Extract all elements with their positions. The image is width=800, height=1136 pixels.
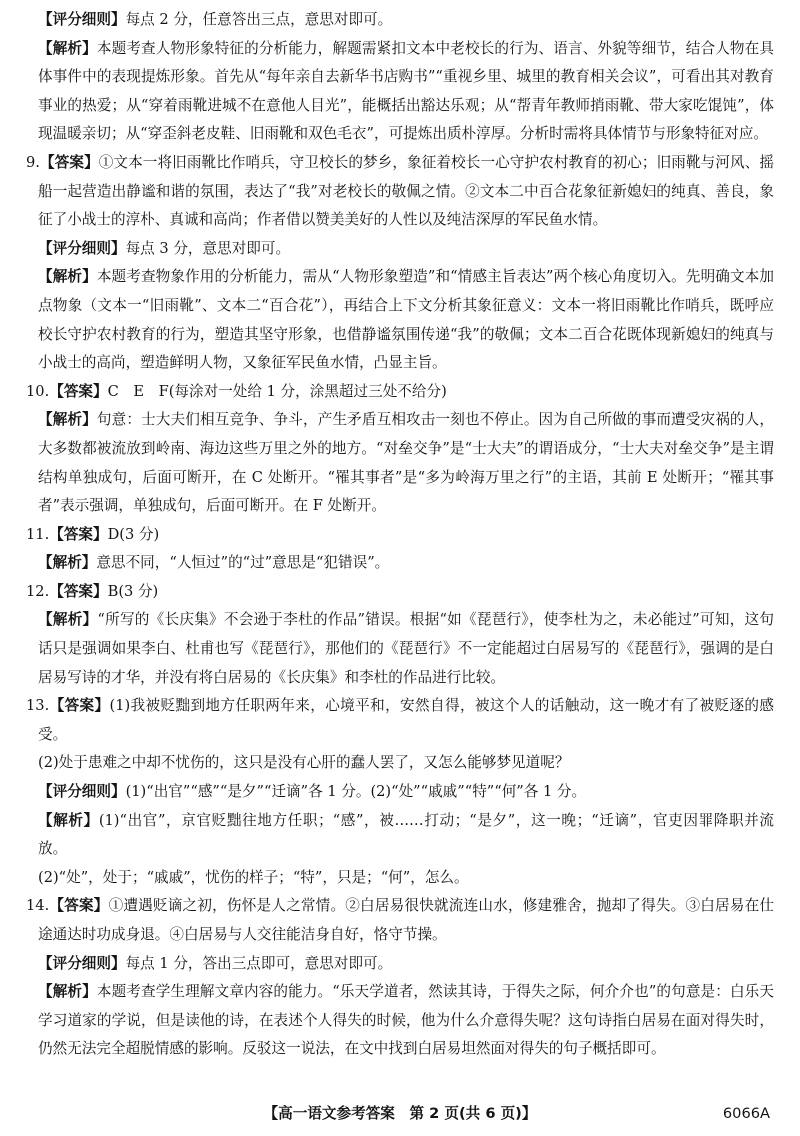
q13-analysis-part2: (2)“处”，处于；“戚戚”，忧伤的样子；“特”，只是；“何”，怎么。 <box>38 868 469 886</box>
q10-analysis <box>26 406 774 520</box>
analysis-tag: 【解析】 <box>38 554 97 572</box>
scoring-tag: 【评分细则】 <box>38 954 126 972</box>
q12-analysis <box>26 606 774 692</box>
answer-tag: 【答案】 <box>49 897 109 915</box>
scoring-text: 每点 2 分，任意答出三点，意思对即可。 <box>125 11 393 28</box>
page-footer-title: 【高一语文参考答案 第 2 页(共 6 页)】 <box>263 1105 537 1122</box>
analysis-tag: 【解析】 <box>38 811 99 829</box>
paper-code: 6066A <box>722 1105 770 1122</box>
analysis-text: 意思不同，“人恒过”的“过”意思是“犯错误”。 <box>96 554 390 572</box>
question-number: 12. <box>26 582 50 600</box>
scoring-tag: 【评分细则】 <box>38 783 126 801</box>
answer-text: ①遭遇贬谪之初，伤怀是人之常情。②白居易很快就流连山水，修建雅舍，抛却了得失。③白居易在仕途通达时功成身退。④白居易与人交往能洁身自好，恪守节操。 <box>38 897 774 943</box>
answer-text: B(3 分) <box>107 582 159 600</box>
q13-scoring <box>26 778 774 807</box>
q10-answer <box>26 378 774 407</box>
analysis-text: 本题考查物象作用的分析能力，需从“人物形象塑造”和“情感主旨表达”两个核心角度切入。先明确文本加点物象（文本一“旧雨靴”、文本二“百合花”），再结合上下文分析其象征意义：文本一将旧雨靴比作哨兵，既呼应校长守护农村教育的行为，塑造其坚守形象，也借静谧氛围传递“我”的敬佩；文本二百合花既体现新媳妇的纯真与小战士的高尚，塑造鲜明人物，又象征军民鱼水情，凸显主旨。 <box>38 268 774 372</box>
answer-text: ①文本一将旧雨靴比作哨兵，守卫校长的梦乡，象征着校长一心守护农村教育的初心；旧雨靴与河风、摇船一起营造出静谧和谐的氛围，表达了“我”对老校长的敬佩之情。②文本二中百合花象征新媳妇的纯真、善良，象征了小战士的淳朴、真诚和高尚；作者借以赞美美好的人性以及纯洁深厚的军民鱼水情。 <box>38 153 774 229</box>
q13-answer-part2: (2)处于患难之中却不忧伤的，这只是没有心肝的蠢人罢了，又怎么能够梦见道呢？ <box>38 754 570 772</box>
q11-answer <box>26 521 774 550</box>
q13-analysis <box>26 807 774 864</box>
question-number: 9. <box>26 153 40 171</box>
answer-text: C E F(每涂对一处给 1 分，涂黑超过三处不给分) <box>107 382 447 400</box>
q9-analysis <box>26 263 774 377</box>
scoring-text: (1)“出官”“感”“是夕”“迁谪”各 1 分。(2)“处”“戚戚”“特”“何”各 1 分。 <box>125 783 587 801</box>
q9-scoring <box>26 235 774 264</box>
q12-answer <box>26 578 774 607</box>
answer-text: (1)我被贬黜到地方任职两年来，心境平和，安然自得，被这个人的话触动，这一晚才有了被贬逐的感受。 <box>38 697 774 743</box>
scoring-tag: 【评分细则】 <box>38 239 126 257</box>
question-number: 10. <box>26 382 50 400</box>
analysis-tag: 【解析】 <box>38 39 97 57</box>
q11-analysis <box>26 549 774 578</box>
scoring-text: 每点 1 分，答出三点即可，意思对即可。 <box>125 954 393 972</box>
analysis-text: 本题考查学生理解文章内容的能力。“乐天学道者，然读其诗，于得失之际，何介介也”的句意是：白乐天学习道家的学说，但是读他的诗，在表述个人得失的时候，他为什么介意得失呢？这句诗指白居易在面对得失时，仍然无法完全超脱情感的影响。反驳这一说法，在文中找到白居易坦然面对得失的句子概括即可。 <box>38 983 774 1058</box>
q14-scoring <box>26 950 774 979</box>
q13-answer <box>26 692 774 749</box>
analysis-text: 句意：士大夫们相互竞争、争斗，产生矛盾互相攻击一刻也不停止。因为自己所做的事而遭受灾祸的人，大多数都被流放到岭南、海边这些万里之外的地方。“对垒交争”是“士大夫”的谓语成分，“士大夫对垒交争”是主谓结构单独成句，后面可断开，在 C 处断开。“罹其事者”是“多为岭海万里之行”的主语，其前 E 处断开；“罹其事者”表示强调，单独成句，后面可断开。在 F 处断开。 <box>38 411 774 515</box>
analysis-text: “所写的《长庆集》不会逊于李杜的作品”错误。根据“如《琵琶行》，使李杜为之，未必能过”可知，这句话只是强调如果李白、杜甫也写《琵琶行》，那他们的《琵琶行》不一定能超过白居易写的《琵琶行》，强调的是白居易写诗的才华，并没有将白居易的《长庆集》和李杜的作品进行比较。 <box>38 611 774 686</box>
analysis-tag: 【解析】 <box>38 611 98 629</box>
scoring-text: 每点 3 分，意思对即可。 <box>125 239 291 257</box>
q8-scoring <box>26 6 774 35</box>
question-number: 11. <box>26 525 50 543</box>
question-number: 14. <box>26 897 50 915</box>
answer-tag: 【答案】 <box>49 382 108 400</box>
q14-answer <box>26 892 774 949</box>
question-number: 13. <box>26 697 50 715</box>
answer-tag: 【答案】 <box>49 697 110 715</box>
answer-text: D(3 分) <box>107 525 160 543</box>
q8-analysis <box>26 35 774 149</box>
analysis-text: 本题考查人物形象特征的分析能力，解题需紧扣文本中老校长的行为、语言、外貌等细节，结合人物在具体事件中的表现提炼形象。首先从“每年亲自去新华书店购书”“重视乡里、城里的教育相关会议”，可看出其对教育事业的热爱；从“穿着雨靴进城不在意他人目光”，能概括出豁达乐观；从“帮青年教师捎雨靴、带大家吃馄饨”，体现温暖亲切；从“穿歪斜老皮鞋、旧雨靴和双色毛衣”，可提炼出质朴淳厚。分析时需将具体情节与形象特征对应。 <box>38 39 774 143</box>
q9-answer <box>26 149 774 235</box>
page-footer <box>0 1100 800 1128</box>
scoring-tag: 【评分细则】 <box>38 11 126 28</box>
q14-analysis <box>26 978 774 1064</box>
analysis-tag: 【解析】 <box>38 268 97 286</box>
analysis-text: (1)“出官”，京官贬黜往地方任职；“感”，被……打动；“是夕”，这一晚；“迁谪”，官吏因罪降职并流放。 <box>38 811 774 858</box>
answer-tag: 【答案】 <box>49 525 108 543</box>
analysis-tag: 【解析】 <box>38 411 97 429</box>
analysis-tag: 【解析】 <box>38 983 97 1001</box>
answer-tag: 【答案】 <box>49 582 108 600</box>
answer-tag: 【答案】 <box>39 153 99 171</box>
